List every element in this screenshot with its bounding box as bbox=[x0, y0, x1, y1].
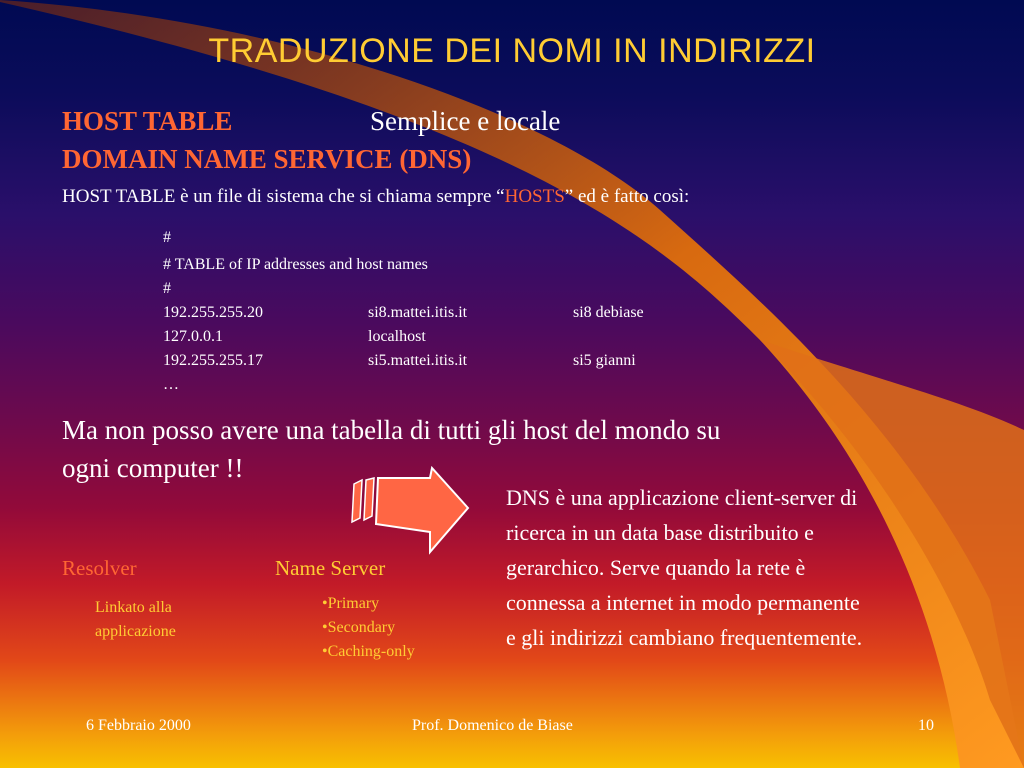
name-server-label: Name Server bbox=[275, 556, 386, 580]
name-server-types bbox=[322, 592, 415, 664]
hosts-name: si8.mattei.itis.it bbox=[368, 304, 468, 321]
hosts-ip: 192.255.255.20 bbox=[163, 304, 263, 321]
problem-line-1: Ma non posso avere una tabella di tutti gli host del mondo su bbox=[62, 415, 721, 445]
resolver-desc-line: Linkato alla bbox=[95, 599, 172, 616]
hosts-comment: # TABLE of IP addresses and host names bbox=[163, 256, 428, 273]
hosts-alias: si5 gianni bbox=[573, 352, 636, 369]
name-server-type: •Primary bbox=[322, 595, 380, 612]
intro-after: ” ed è fatto così: bbox=[564, 186, 690, 207]
dns-desc-line: e gli indirizzi cambiano frequentemente. bbox=[506, 625, 863, 650]
dns-desc-line: connessa a internet in modo permanente bbox=[506, 590, 860, 615]
hosts-highlight: HOSTS bbox=[504, 186, 565, 207]
hosts-ip: 127.0.0.1 bbox=[163, 328, 223, 345]
name-server-type: •Caching-only bbox=[322, 643, 415, 660]
footer-date: 6 Febbraio 2000 bbox=[86, 717, 191, 734]
dns-description bbox=[506, 480, 862, 655]
hosts-comment: # bbox=[163, 229, 171, 246]
hosts-name: si5.mattei.itis.it bbox=[368, 352, 468, 369]
slide-title: TRADUZIONE DEI NOMI IN INDIRIZZI bbox=[208, 32, 816, 70]
dns-desc-line: DNS è una applicazione client-server di bbox=[506, 485, 858, 510]
host-table-desc: Semplice e locale bbox=[370, 106, 561, 136]
resolver-label: Resolver bbox=[62, 556, 137, 580]
dns-desc-line: gerarchico. Serve quando la rete è bbox=[506, 555, 806, 580]
intro-before: HOST TABLE è un file di sistema che si chiama sempre “ bbox=[62, 186, 505, 207]
arrow-icon bbox=[350, 466, 472, 558]
host-table-label: HOST TABLE bbox=[62, 106, 233, 136]
hosts-ellipsis: … bbox=[163, 376, 179, 393]
intro-line bbox=[62, 186, 689, 208]
hosts-comment: # bbox=[163, 280, 171, 297]
dns-label: DOMAIN NAME SERVICE (DNS) bbox=[62, 144, 472, 174]
hosts-name: localhost bbox=[368, 328, 426, 345]
footer-author: Prof. Domenico de Biase bbox=[412, 717, 573, 734]
resolver-desc bbox=[95, 596, 176, 644]
problem-line-2: ogni computer !! bbox=[62, 453, 244, 483]
resolver-desc-line: applicazione bbox=[95, 623, 176, 640]
name-server-type: •Secondary bbox=[322, 619, 396, 636]
footer-page-number: 10 bbox=[918, 717, 934, 734]
dns-desc-line: ricerca in un data base distribuito e bbox=[506, 520, 814, 545]
hosts-ip: 192.255.255.17 bbox=[163, 352, 263, 369]
hosts-alias: si8 debiase bbox=[573, 304, 644, 321]
